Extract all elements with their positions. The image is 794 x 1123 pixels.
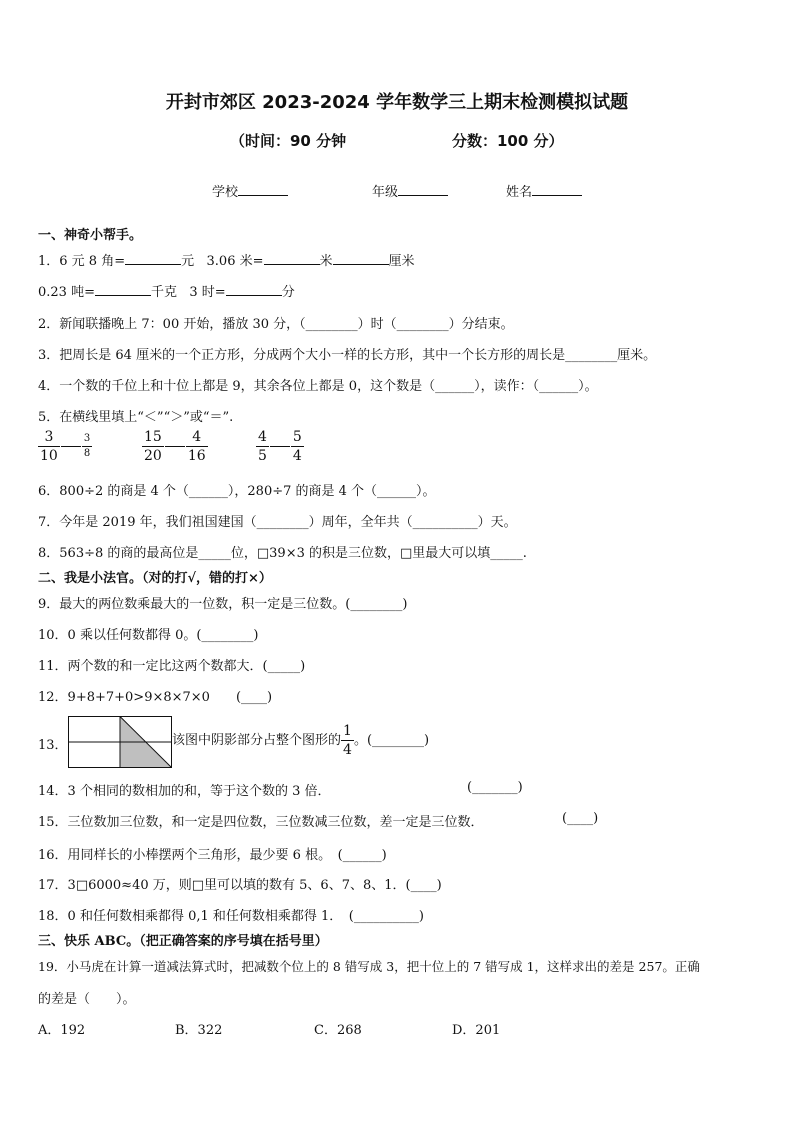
question-11: 11．两个数的和一定比这两个数都大．(_____)	[38, 659, 306, 674]
question-9: 9．最大的两位数乘最大的一位数，积一定是三位数。(________)	[38, 597, 408, 612]
school-field[interactable]: 学校	[212, 181, 288, 200]
option-c[interactable]: C．268	[314, 1023, 362, 1038]
question-13-text: 该图中阴影部分占整个图形的 $\frac{1}{4}$ 。(________)	[172, 723, 430, 758]
question-10: 10．0 乘以任何数都得 0。(________)	[38, 628, 259, 643]
page-title: 开封市郊区 2023-2024 学年数学三上期末检测模拟试题	[165, 92, 629, 113]
question-1: 1．6 元 8 角= 元 3.06 米= 米 厘米	[38, 250, 415, 269]
question-3: 3．把周长是 64 厘米的一个正方形，分成两个大小一样的长方形，其中一个长方形的周长是________厘米。	[38, 348, 657, 363]
question-19-line-2: 的差是（ ）。	[38, 992, 136, 1007]
question-5: 5．在横线里填上“＜”“＞”或“＝”.	[38, 410, 234, 425]
section-2-heading: 二、我是小法官。（对的打√，错的打×）	[38, 571, 272, 586]
question-6: 6．800÷2 的商是 4 个（______），280÷7 的商是 4 个（______）。	[38, 484, 436, 499]
question-13-number: 13．	[38, 738, 68, 753]
question-14-answer: (_______)	[467, 780, 523, 795]
fraction-compare-2: $\frac{15}{20}$ $\frac{4}{16}$	[144, 429, 206, 464]
option-b[interactable]: B．322	[175, 1023, 223, 1038]
option-a[interactable]: A．192	[38, 1023, 86, 1038]
question-18: 18．0 和任何数相乘都得 0,1 和任何数相乘都得 1． (__________)	[38, 909, 424, 924]
time-info: （时间：90 分钟	[230, 132, 347, 150]
question-14: 14．3 个相同的数相加的和，等于这个数的 3 倍．	[38, 784, 331, 799]
question-8: 8．563÷8 的商的最高位是_____位，□39×3 的积是三位数，□里最大可以填_____.	[38, 546, 527, 561]
question-4: 4．一个数的千位上和十位上都是 9，其余各位上都是 0，这个数是（______），读作：（______）。	[38, 379, 598, 394]
option-d[interactable]: D．201	[452, 1023, 501, 1038]
shaded-rectangle-figure	[68, 716, 172, 768]
question-7: 7．今年是 2019 年，我们祖国建国（________）周年，全年共（__________）天。	[38, 515, 517, 530]
question-19-line-1: 19．小马虎在计算一道减法算式时，把减数个位上的 8 错写成 3，把十位上的 7 错写成 1，这样求出的差是 257。正确	[38, 959, 700, 974]
name-field[interactable]: 姓名	[506, 181, 582, 200]
question-2: 2．新闻联播晚上 7：00 开始，播放 30 分，（________）时（________）分结束。	[38, 317, 514, 332]
question-1-part-2: 0.23 吨= 千克 3 时= 分	[38, 281, 295, 300]
score-info: 分数：100 分）	[452, 132, 564, 150]
question-15: 15．三位数加三位数，和一定是四位数，三位数减三位数，差一定是三位数．	[38, 815, 484, 830]
fraction-compare-3: $\frac{4}{5}$ $\frac{5}{4}$	[258, 429, 302, 464]
fraction-compare-1: $\frac{3}{10}$ $\frac{3}{8}$	[40, 429, 91, 464]
section-3-heading: 三、快乐 ABC。（把正确答案的序号填在括号里）	[38, 934, 328, 949]
grade-field[interactable]: 年级	[372, 181, 448, 200]
section-1-heading: 一、神奇小帮手。	[38, 228, 143, 243]
question-16: 16．用同样长的小棒摆两个三角形，最少要 6 根。 (______)	[38, 848, 387, 863]
question-12: 12．9+8+7+0>9×8×7×0 (____)	[38, 690, 273, 705]
question-17: 17．3□6000≈40 万，则□里可以填的数有 5、6、7、8、1．(____)	[38, 878, 442, 893]
question-15-answer: (____)	[562, 811, 599, 826]
